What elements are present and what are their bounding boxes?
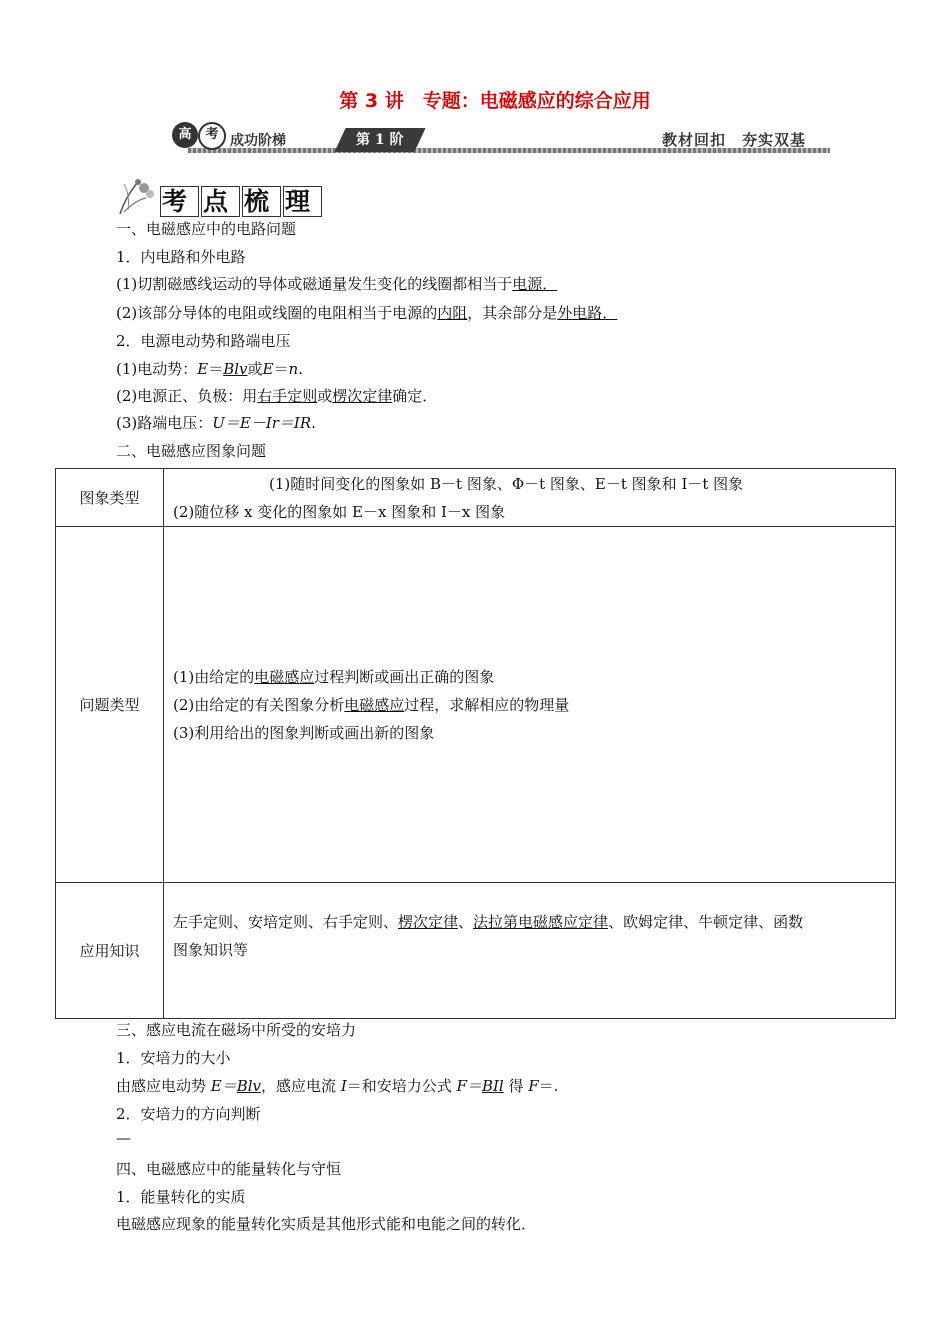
table-cell-line: (2)随位移 x 变化的图象如 E－x 图象和 I－x 图象 [173,502,506,521]
table-cell-line: (1)随时间变化的图象如 B－t 图象、Φ－t 图象、E－t 图象和 I－t 图象 [269,474,744,493]
section-title-char: 点 [203,187,239,216]
section-title [160,182,324,218]
page-title: 第 3 讲 专题：电磁感应的综合应用 [339,90,651,112]
s3-p1: 1．安培力的大小 [116,1049,231,1067]
s1-p2b: (2)电源正、负极：用右手定则或楞次定律确定． [116,387,438,405]
s1-p1a: (1)切割磁感线运动的导体或磁通量发生变化的线圈都相当于电源． [116,275,558,293]
banner-step [334,128,425,152]
s1-heading: 一、电磁感应中的电路问题 [116,220,297,238]
graph-table [55,468,896,1019]
s3-p2: 2．安培力的方向判断 [116,1105,261,1123]
s4-heading: 四、电磁感应中的能量转化与守恒 [116,1160,342,1178]
table-cell [164,883,896,1019]
s1-p2a: (1)电动势：E＝Blv或E＝n. [116,360,303,378]
s1-p1: 1．内电路和外电路 [116,248,246,266]
s4-p1a: 电磁感应现象的能量转化实质是其他形式能和电能之间的转化． [116,1215,537,1233]
banner-right-label: 教材回扣 夯实双基 [661,131,806,149]
banner-step-label: 第 1 阶 [356,132,404,148]
badge-gao: 高 [172,122,198,148]
s3-dash: — [116,1129,131,1147]
section-banner [168,120,830,160]
table-row [56,527,896,883]
s1-p1b: (2)该部分导体的电阻或线圈的电阻相当于电源的内阻，其余部分是外电路． [116,304,618,322]
table-cell-line: (2)由给定的有关图象分析电磁感应过程，求解相应的物理量 [173,695,570,714]
s1-p2c: (3)路端电压：U＝E－Ir＝IR. [116,414,316,432]
badge-kao: 考 [198,122,226,150]
s3-p1a: 由感应电动势 E＝Blv，感应电流 I＝和安培力公式 F＝BIl 得 F＝. [116,1077,559,1095]
s2-heading: 二、电磁感应图象问题 [116,442,267,460]
table-row [56,469,896,527]
table-cell-line: 图象知识等 [173,940,249,959]
table-row-label: 图象类型 [56,469,164,527]
table-cell [164,527,896,883]
table-cell-line: (1)由给定的电磁感应过程判断或画出正确的图象 [173,667,495,686]
s1-p2: 2．电源电动势和路端电压 [116,332,291,350]
table-row-label: 问题类型 [56,527,164,883]
section-title-char: 理 [285,187,321,216]
orchid-icon [116,176,160,216]
table-cell [164,469,896,527]
section-title-char: 梳 [244,187,280,216]
table-row-label: 应用知识 [56,883,164,1019]
table-cell-line: 左手定则、安培定则、右手定则、楞次定律、法拉第电磁感应定律、欧姆定律、牛顿定律、函数 [173,912,804,931]
s4-p1: 1．能量转化的实质 [116,1188,246,1206]
s3-heading: 三、感应电流在磁场中所受的安培力 [116,1021,357,1039]
table-row [56,883,896,1019]
table-cell-line: (3)利用给出的图象判断或画出新的图象 [173,723,435,742]
banner-ladder-label: 成功阶梯 [230,133,286,149]
section-title-char: 考 [162,187,198,216]
